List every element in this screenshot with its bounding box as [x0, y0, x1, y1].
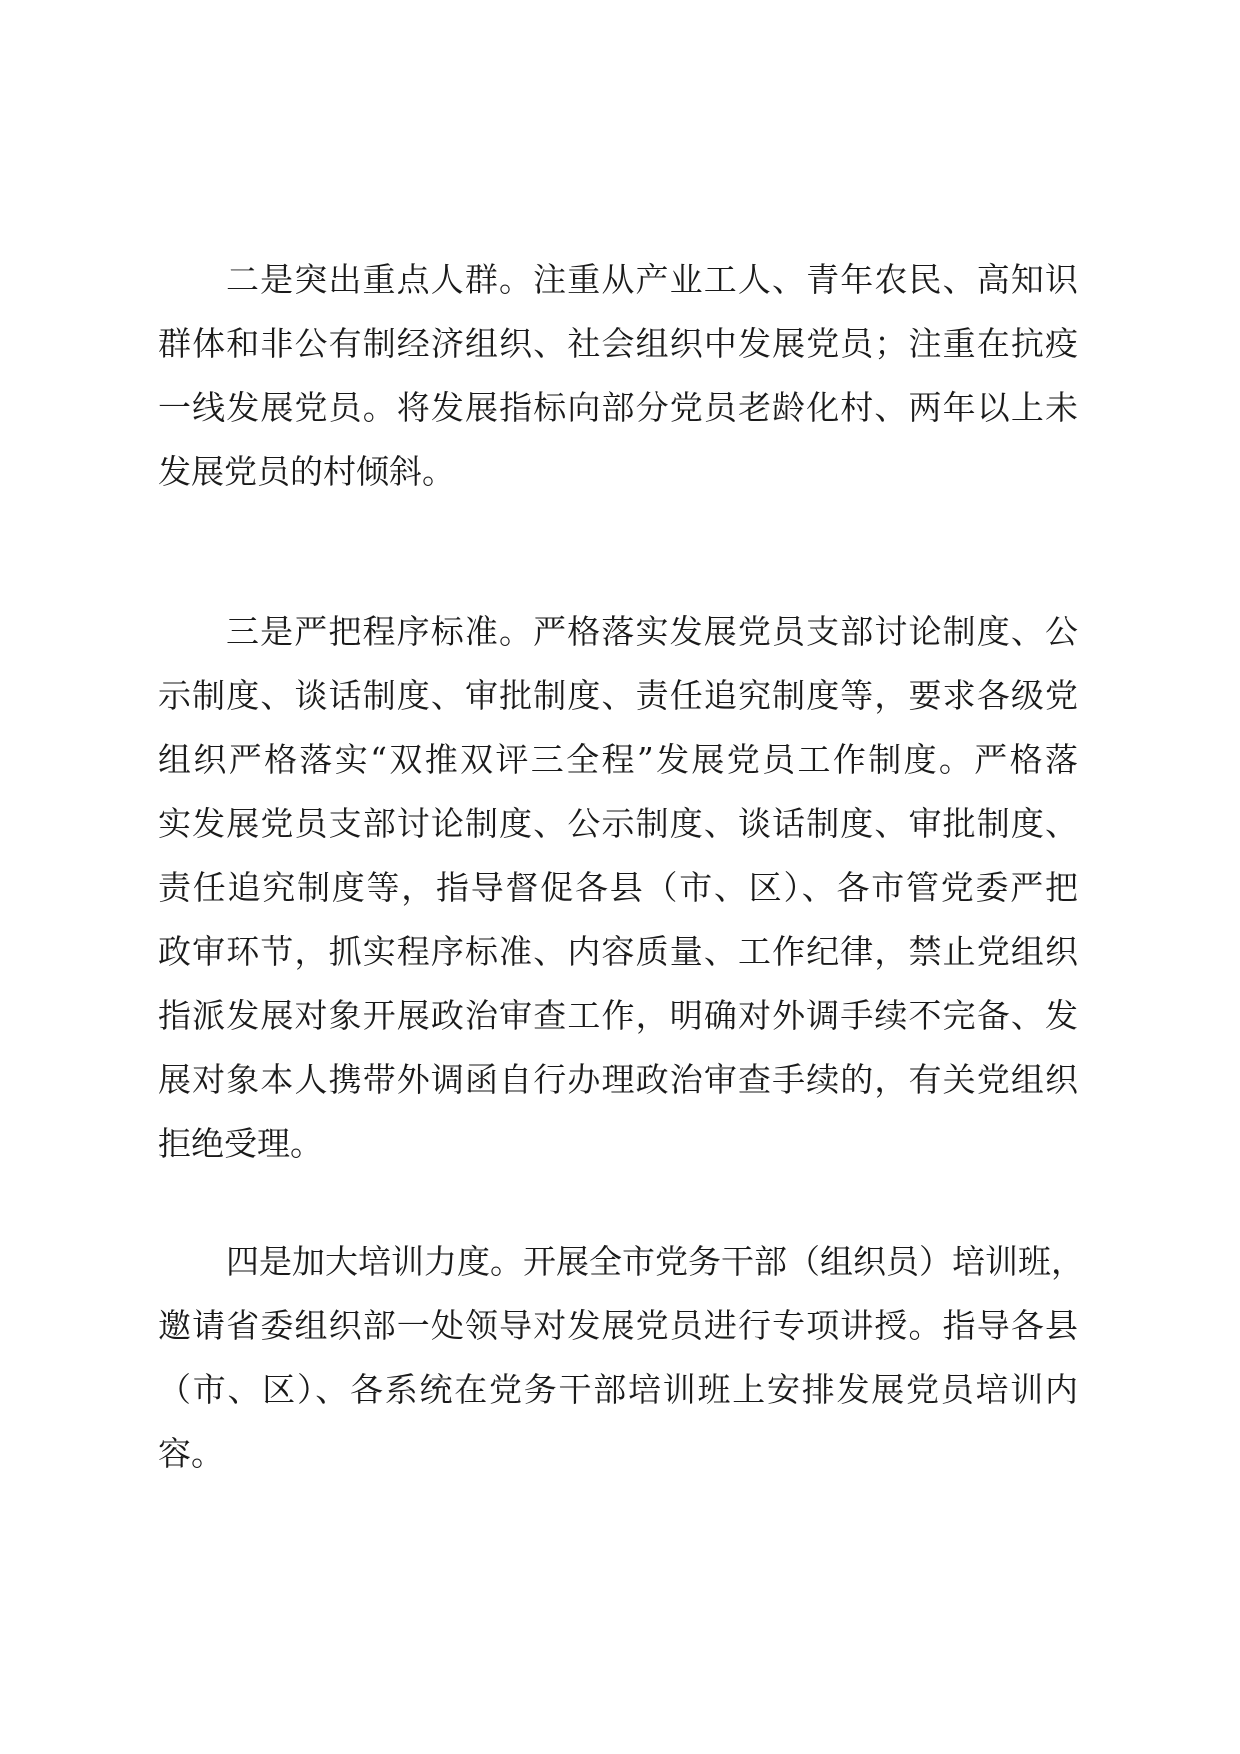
paragraph-line: 政审环节，抓实程序标准、内容质量、工作纪律，禁止党组织 — [158, 932, 1078, 971]
paragraph-line: 发展党员的村倾斜。 — [158, 452, 455, 491]
paragraph-line: 邀请省委组织部一处领导对发展党员进行专项讲授。指导各县 — [158, 1306, 1078, 1345]
paragraph-line: 一线发展党员。将发展指标向部分党员老龄化村、两年以上未 — [158, 388, 1078, 427]
paragraph-line: （市、区）、各系统在党务干部培训班上安排发展党员培训内 — [158, 1370, 1078, 1409]
paragraph-line: 容。 — [158, 1434, 224, 1473]
paragraph-line: 四是加大培训力度。开展全市党务干部（组织员）培训班， — [226, 1242, 1084, 1281]
paragraph-key-groups — [158, 248, 1078, 504]
paragraph-line: 展对象本人携带外调函自行办理政治审查手续的，有关党组织 — [158, 1060, 1078, 1099]
paragraph-line: 二是突出重点人群。注重从产业工人、青年农民、高知识 — [226, 260, 1078, 299]
paragraph-line: 组织严格落实“双推双评三全程”发展党员工作制度。严格落 — [158, 740, 1078, 779]
paragraph-procedure-standards — [158, 600, 1078, 1176]
paragraph-line: 指派发展对象开展政治审查工作，明确对外调手续不完备、发 — [158, 996, 1078, 1035]
paragraph-training — [158, 1230, 1084, 1486]
paragraph-line: 实发展党员支部讨论制度、公示制度、谈话制度、审批制度、 — [158, 804, 1078, 843]
paragraph-line: 群体和非公有制经济组织、社会组织中发展党员；注重在抗疫 — [158, 324, 1078, 363]
paragraph-line: 拒绝受理。 — [158, 1124, 323, 1163]
paragraph-line: 责任追究制度等，指导督促各县（市、区）、各市管党委严把 — [158, 868, 1078, 907]
paragraph-line: 示制度、谈话制度、审批制度、责任追究制度等，要求各级党 — [158, 676, 1078, 715]
paragraph-line: 三是严把程序标准。严格落实发展党员支部讨论制度、公 — [226, 612, 1078, 651]
